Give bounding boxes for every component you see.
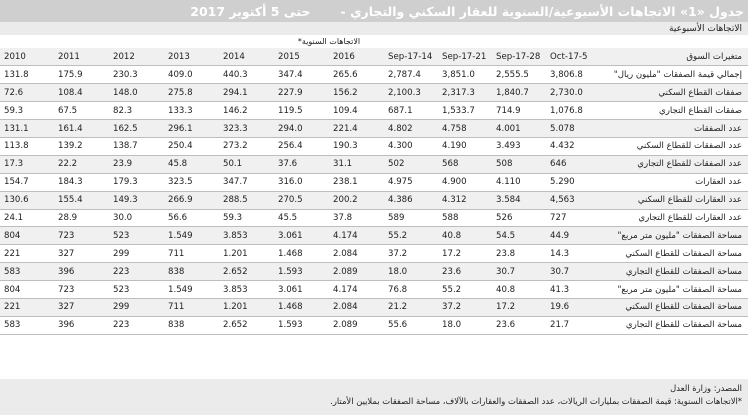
row-label: صفقات القطاع السكني: [600, 84, 748, 102]
table-title: جدول «1» الاتجاهات الأسبوعية/السنوية للعقار السكني والتجاري -: [340, 3, 744, 19]
table-row: [0, 227, 748, 245]
table-row: [0, 281, 748, 299]
table-cell: 711: [164, 298, 219, 316]
table-cell: 55.2: [384, 227, 438, 245]
table-cell: 17.3: [0, 155, 54, 173]
table-cell: 41.3: [546, 281, 600, 299]
table-cell: 30.0: [109, 209, 164, 227]
table-cell: 23.8: [492, 245, 546, 263]
table-cell: 1.201: [219, 245, 274, 263]
annual-trends-label: الاتجاهات السنوية*: [274, 35, 384, 48]
table-cell: 723: [54, 281, 109, 299]
table-cell: 56.6: [164, 209, 219, 227]
table-cell: 804: [0, 227, 54, 245]
table-cell: 646: [546, 155, 600, 173]
row-label: عدد الصفقات: [600, 120, 748, 138]
table-cell: 502: [384, 155, 438, 173]
table-cell: 4,563: [546, 191, 600, 209]
table-cell: 4.432: [546, 137, 600, 155]
table-cell: 1.593: [274, 316, 329, 334]
table-cell: 148.0: [109, 84, 164, 102]
table-cell: 55.2: [438, 281, 492, 299]
table-cell: 440.3: [219, 66, 274, 84]
row-label: إجمالي قيمة الصفقات "مليون ريال": [600, 66, 748, 84]
table-cell: 40.8: [438, 227, 492, 245]
table-cell: 1.468: [274, 245, 329, 263]
column-header: متغيرات السوق: [600, 48, 748, 66]
table-cell: 294.0: [274, 120, 329, 138]
table-cell: 4.001: [492, 120, 546, 138]
table-cell: 275.8: [164, 84, 219, 102]
table-cell: 2,555.5: [492, 66, 546, 84]
table-cell: 4.386: [384, 191, 438, 209]
table-cell: 146.2: [219, 102, 274, 120]
row-label: عدد الصفقات للقطاع التجاري: [600, 155, 748, 173]
row-label: مساحة الصفقات للقطاع السكني: [600, 245, 748, 263]
source-note: المصدر: وزارة العدل: [670, 383, 742, 393]
table-cell: 22.2: [54, 155, 109, 173]
column-header: 2016: [329, 48, 384, 66]
table-cell: 18.0: [438, 316, 492, 334]
table-cell: 588: [438, 209, 492, 227]
table-cell: 568: [438, 155, 492, 173]
table-cell: 72.6: [0, 84, 54, 102]
row-label: مساحة الصفقات للقطاع السكني: [600, 298, 748, 316]
table-cell: 265.6: [329, 66, 384, 84]
table-cell: 723: [54, 227, 109, 245]
table-cell: 4.300: [384, 137, 438, 155]
row-label: مساحة الصفقات "مليون متر مربع": [600, 281, 748, 299]
table-cell: 1,840.7: [492, 84, 546, 102]
table-cell: 3.493: [492, 137, 546, 155]
table-cell: 3.061: [274, 227, 329, 245]
weekly-trends-header: [0, 22, 748, 35]
row-label: صفقات القطاع التجاري: [600, 102, 748, 120]
table-cell: 2.652: [219, 263, 274, 281]
table-cell: 238.1: [329, 173, 384, 191]
table-cell: 5.078: [546, 120, 600, 138]
table-row: [0, 173, 748, 191]
table-cell: 523: [109, 227, 164, 245]
table-cell: 139.2: [54, 137, 109, 155]
table-cell: 3.061: [274, 281, 329, 299]
table-cell: 154.7: [0, 173, 54, 191]
table-row: [0, 245, 748, 263]
table-cell: 31.1: [329, 155, 384, 173]
column-header: 2015: [274, 48, 329, 66]
table-header-row: [0, 48, 748, 66]
row-label: مساحة الصفقات للقطاع التجاري: [600, 263, 748, 281]
title-bar: [0, 0, 748, 22]
table-row: [0, 84, 748, 102]
table-cell: 316.0: [274, 173, 329, 191]
table-cell: 4.758: [438, 120, 492, 138]
table-row: [0, 191, 748, 209]
table-cell: 2,100.3: [384, 84, 438, 102]
column-header: 2010: [0, 48, 54, 66]
table-cell: 4.975: [384, 173, 438, 191]
table-cell: 221: [0, 245, 54, 263]
table-cell: 3.584: [492, 191, 546, 209]
table-cell: 1,076.8: [546, 102, 600, 120]
row-label: عدد الصفقات للقطاع السكني: [600, 137, 748, 155]
annual-trends-row: [0, 35, 748, 48]
table-row: [0, 120, 748, 138]
table-cell: 23.6: [492, 316, 546, 334]
table-cell: 44.9: [546, 227, 600, 245]
table-cell: 804: [0, 281, 54, 299]
table-cell: 1.201: [219, 298, 274, 316]
table-row: [0, 137, 748, 155]
table-cell: 299: [109, 298, 164, 316]
table-cell: 223: [109, 316, 164, 334]
table-cell: 396: [54, 263, 109, 281]
table-cell: 230.3: [109, 66, 164, 84]
table-cell: 2,730.0: [546, 84, 600, 102]
table-cell: 37.2: [438, 298, 492, 316]
table-cell: 4.174: [329, 227, 384, 245]
table-cell: 45.5: [274, 209, 329, 227]
table-cell: 323.3: [219, 120, 274, 138]
table-cell: 138.7: [109, 137, 164, 155]
table-cell: 175.9: [54, 66, 109, 84]
table-cell: 327: [54, 298, 109, 316]
table-cell: 347.7: [219, 173, 274, 191]
table-cell: 221: [0, 298, 54, 316]
table-cell: 1.468: [274, 298, 329, 316]
table-cell: 508: [492, 155, 546, 173]
table-cell: 156.2: [329, 84, 384, 102]
table-row: [0, 102, 748, 120]
table-row: [0, 155, 748, 173]
table-cell: 4.174: [329, 281, 384, 299]
table-cell: 3,806.8: [546, 66, 600, 84]
table-cell: 50.1: [219, 155, 274, 173]
table-cell: 288.5: [219, 191, 274, 209]
table-cell: 838: [164, 263, 219, 281]
table-cell: 1,533.7: [438, 102, 492, 120]
table-cell: 294.1: [219, 84, 274, 102]
table-cell: 4.190: [438, 137, 492, 155]
table-cell: 190.3: [329, 137, 384, 155]
table-cell: 3.853: [219, 281, 274, 299]
table-cell: 347.4: [274, 66, 329, 84]
table-cell: 323.5: [164, 173, 219, 191]
table-cell: 119.5: [274, 102, 329, 120]
table-cell: 200.2: [329, 191, 384, 209]
table-cell: 396: [54, 316, 109, 334]
row-label: مساحة الصفقات "مليون متر مربع": [600, 227, 748, 245]
table-cell: 256.4: [274, 137, 329, 155]
table-cell: 131.1: [0, 120, 54, 138]
table-cell: 4.802: [384, 120, 438, 138]
table-cell: 40.8: [492, 281, 546, 299]
table-row: [0, 263, 748, 281]
table-cell: 2,787.4: [384, 66, 438, 84]
table-cell: 409.0: [164, 66, 219, 84]
table-cell: 4.110: [492, 173, 546, 191]
table-cell: 59.3: [0, 102, 54, 120]
column-header: 28-Sep-17: [492, 48, 546, 66]
table-cell: 299: [109, 245, 164, 263]
row-label: عدد العقارات: [600, 173, 748, 191]
table-cell: 179.3: [109, 173, 164, 191]
table-cell: 23.6: [438, 263, 492, 281]
table-row: [0, 298, 748, 316]
table-cell: 838: [164, 316, 219, 334]
table-cell: 67.5: [54, 102, 109, 120]
table-cell: 1.549: [164, 227, 219, 245]
table-cell: 250.4: [164, 137, 219, 155]
column-header: 5-Oct-17: [546, 48, 600, 66]
table-cell: 155.4: [54, 191, 109, 209]
table-cell: 526: [492, 209, 546, 227]
table-cell: 2.089: [329, 316, 384, 334]
table-cell: 130.6: [0, 191, 54, 209]
table-cell: 37.6: [274, 155, 329, 173]
table-cell: 523: [109, 281, 164, 299]
table-cell: 273.2: [219, 137, 274, 155]
table-cell: 54.5: [492, 227, 546, 245]
table-cell: 76.8: [384, 281, 438, 299]
table-cell: 583: [0, 263, 54, 281]
table-cell: 3,851.0: [438, 66, 492, 84]
table-row: [0, 66, 748, 84]
table-cell: 30.7: [546, 263, 600, 281]
table-cell: 296.1: [164, 120, 219, 138]
table-date: حتى 5 أكتوبر 2017: [190, 3, 311, 19]
column-header: 2014: [219, 48, 274, 66]
table-cell: 82.3: [109, 102, 164, 120]
table-cell: 17.2: [492, 298, 546, 316]
table-cell: 1.549: [164, 281, 219, 299]
table-cell: 4.312: [438, 191, 492, 209]
table-cell: 23.9: [109, 155, 164, 173]
table-cell: 131.8: [0, 66, 54, 84]
table-cell: 266.9: [164, 191, 219, 209]
row-label: عدد العقارات للقطاع السكني: [600, 191, 748, 209]
table-cell: 2,317.3: [438, 84, 492, 102]
table-cell: 21.7: [546, 316, 600, 334]
table-cell: 28.9: [54, 209, 109, 227]
table-row: [0, 209, 748, 227]
column-header: 14-Sep-17: [384, 48, 438, 66]
annual-note: *الاتجاهات السنوية: قيمة الصفقات بمليارات الريالات، عدد الصفقات والعقارات بالآلاف، مساحة الصفقات بملايين الأمتار.: [330, 396, 742, 406]
table-cell: 149.3: [109, 191, 164, 209]
table-cell: 14.3: [546, 245, 600, 263]
table-cell: 30.7: [492, 263, 546, 281]
table-cell: 21.2: [384, 298, 438, 316]
column-header: 21-Sep-17: [438, 48, 492, 66]
table-cell: 327: [54, 245, 109, 263]
table-cell: 162.5: [109, 120, 164, 138]
table-cell: 133.3: [164, 102, 219, 120]
table-cell: 1.593: [274, 263, 329, 281]
table-cell: 711: [164, 245, 219, 263]
table-cell: 2.089: [329, 263, 384, 281]
column-header: 2013: [164, 48, 219, 66]
table-cell: 24.1: [0, 209, 54, 227]
table-cell: 59.3: [219, 209, 274, 227]
table-cell: 109.4: [329, 102, 384, 120]
table-cell: 161.4: [54, 120, 109, 138]
column-header: 2011: [54, 48, 109, 66]
table-cell: 184.3: [54, 173, 109, 191]
footer: [0, 379, 748, 415]
weekly-trends-label: الاتجاهات الأسبوعية: [669, 23, 742, 34]
table-cell: 5.290: [546, 173, 600, 191]
table-cell: 227.9: [274, 84, 329, 102]
table-cell: 2.652: [219, 316, 274, 334]
row-label: عدد العقارات للقطاع التجاري: [600, 209, 748, 227]
table-cell: 18.0: [384, 263, 438, 281]
table-cell: 3.853: [219, 227, 274, 245]
table-cell: 37.2: [384, 245, 438, 263]
table-cell: 19.6: [546, 298, 600, 316]
table-cell: 45.8: [164, 155, 219, 173]
table-cell: 113.8: [0, 137, 54, 155]
table-cell: 589: [384, 209, 438, 227]
table-cell: 221.4: [329, 120, 384, 138]
table-cell: 2.084: [329, 245, 384, 263]
row-label: مساحة الصفقات للقطاع التجاري: [600, 316, 748, 334]
data-table: [0, 35, 748, 335]
table-row: [0, 316, 748, 334]
table-cell: 37.8: [329, 209, 384, 227]
column-header: 2012: [109, 48, 164, 66]
table-cell: 223: [109, 263, 164, 281]
table-cell: 55.6: [384, 316, 438, 334]
table-cell: 687.1: [384, 102, 438, 120]
table-cell: 727: [546, 209, 600, 227]
table-cell: 583: [0, 316, 54, 334]
table-cell: 714.9: [492, 102, 546, 120]
table-cell: 2.084: [329, 298, 384, 316]
table-cell: 17.2: [438, 245, 492, 263]
table-cell: 108.4: [54, 84, 109, 102]
table-cell: 4.900: [438, 173, 492, 191]
table-cell: 270.5: [274, 191, 329, 209]
